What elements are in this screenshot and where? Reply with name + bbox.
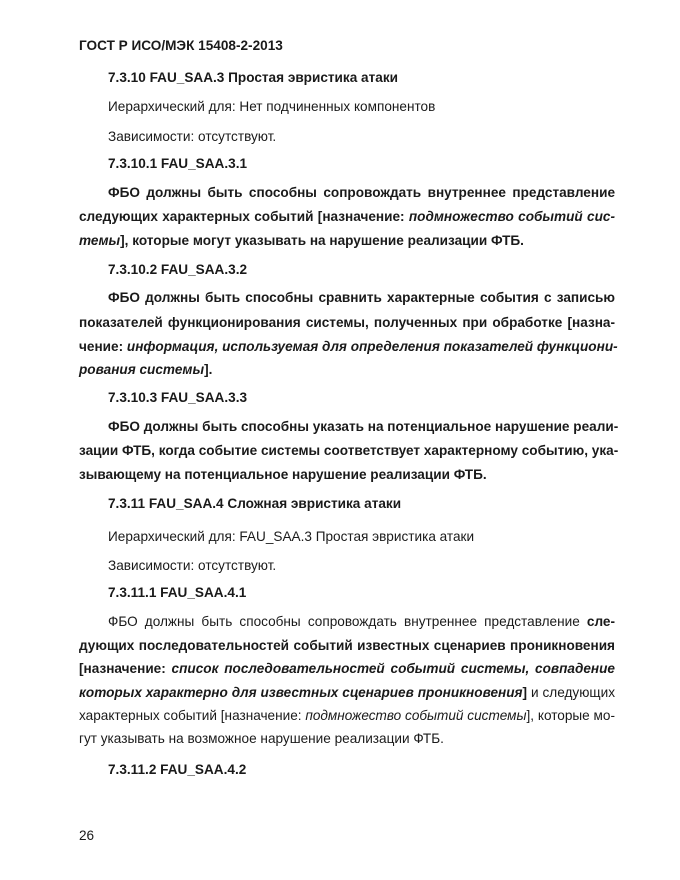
paragraph-line: [назначение: список последовательностей событий системы, совпадение <box>79 661 615 676</box>
dependencies-line: Зависимости: отсутствуют. <box>108 129 277 144</box>
paragraph-line: рования системы]. <box>79 362 213 377</box>
paragraph-line: зации ФТБ, когда событие системы соответствует характерному событию, ука- <box>79 443 619 458</box>
subsection-title-7-3-11-1: 7.3.11.1 FAU_SAA.4.1 <box>108 585 247 600</box>
paragraph-line: которых характерно для известных сценариев проникновения] и следующих <box>79 685 615 700</box>
hierarchy-line: Иерархический для: Нет подчиненных компонентов <box>108 99 436 114</box>
paragraph-line: ФБО должны быть способны сравнить характерные события с записью <box>108 290 615 305</box>
paragraph-line: дующих последовательностей событий известных сценариев проникновения <box>79 638 615 653</box>
paragraph-line: ФБО должны быть способны сопровождать внутреннее представление сле- <box>108 614 615 629</box>
subsection-title-7-3-10-2: 7.3.10.2 FAU_SAA.3.2 <box>108 262 248 277</box>
document-header: ГОСТ Р ИСО/МЭК 15408-2-2013 <box>79 38 283 53</box>
paragraph-line: зывающему на потенциальное нарушение реализации ФТБ. <box>79 467 487 482</box>
subsection-title-7-3-10-1: 7.3.10.1 FAU_SAA.3.1 <box>108 156 248 171</box>
hierarchy-line: Иерархический для: FAU_SAA.3 Простая эвристика атаки <box>108 529 475 544</box>
section-title-7-3-11: 7.3.11 FAU_SAA.4 Сложная эвристика атаки <box>108 496 402 511</box>
dependencies-line: Зависимости: отсутствуют. <box>108 558 277 573</box>
paragraph-line: чение: информация, используемая для определения показателей функциони- <box>79 339 618 354</box>
paragraph-line: ФБО должны быть способны сопровождать внутреннее представление <box>108 185 615 200</box>
section-title-7-3-10: 7.3.10 FAU_SAA.3 Простая эвристика атаки <box>108 70 398 85</box>
paragraph-line: темы], которые могут указывать на нарушение реализации ФТБ. <box>79 233 524 248</box>
paragraph-line: гут указывать на возможное нарушение реализации ФТБ. <box>79 731 444 746</box>
paragraph-line: характерных событий [назначение: подмножество событий системы], которые мо- <box>79 708 615 723</box>
paragraph-line: ФБО должны быть способны указать на потенциальное нарушение реали- <box>108 419 619 434</box>
paragraph-line: показателей функционирования системы, полученных при обработке [назна- <box>79 315 615 330</box>
paragraph-line: следующих характерных событий [назначение: подмножество событий сис- <box>79 209 615 224</box>
page-number: 26 <box>79 828 95 843</box>
subsection-title-7-3-10-3: 7.3.10.3 FAU_SAA.3.3 <box>108 390 248 405</box>
subsection-title-7-3-11-2: 7.3.11.2 FAU_SAA.4.2 <box>108 762 247 777</box>
